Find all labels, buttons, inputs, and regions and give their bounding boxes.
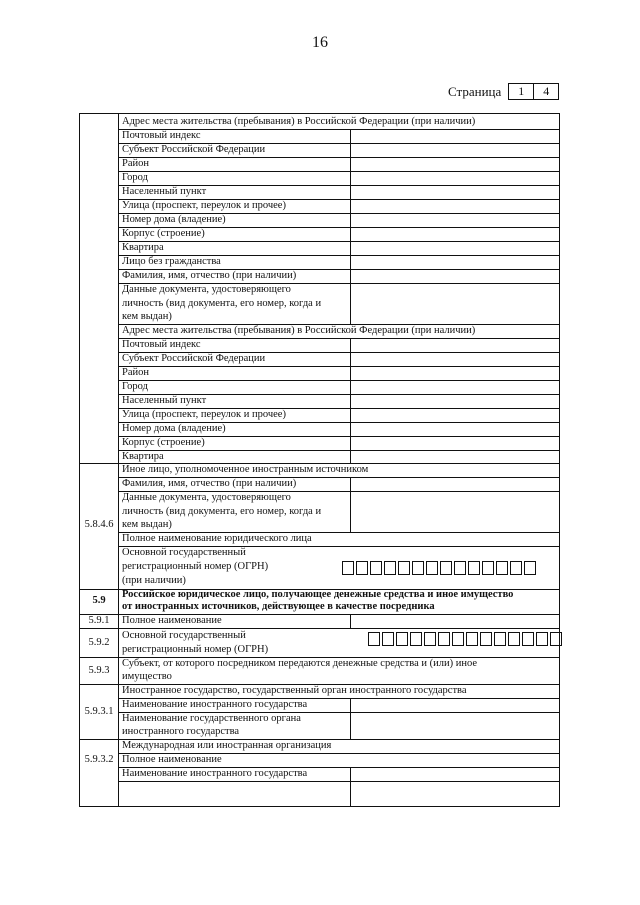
ogrn-digit-cell[interactable] (494, 632, 506, 646)
row-house: Номер дома (владение) (122, 214, 226, 225)
section-number: 5.9.3.1 (84, 706, 114, 717)
row-settlement: Населенный пункт (122, 186, 207, 197)
row-id-doc-1: Данные документа, удостоверяющего (122, 284, 291, 295)
table-hline (118, 380, 559, 381)
row-address-header-2: Адрес места жительства (пребывания) в Российской Федерации (при наличии) (122, 325, 476, 336)
row-house-2: Номер дома (владение) (122, 423, 226, 434)
ogrn-digit-cell[interactable] (452, 632, 464, 646)
row-ogrn-3: (при наличии) (122, 575, 186, 586)
ogrn-digit-cell[interactable] (536, 632, 548, 646)
ogrn-digit-cell[interactable] (522, 632, 534, 646)
ogrn-digit-cell[interactable] (426, 561, 438, 575)
row-state-body-1: Наименование государственного органа (122, 713, 301, 724)
ogrn-digit-cell[interactable] (412, 561, 424, 575)
row-id-doc-3-2: личность (вид документа, его номер, когда и (122, 506, 322, 517)
row-full-name-591: Полное наименование (122, 615, 222, 626)
ogrn-digit-cell[interactable] (398, 561, 410, 575)
row-postal-code: Почтовый индекс (122, 130, 201, 141)
row-ogrn-1: Основной государственный (122, 547, 246, 558)
page-number: 16 (312, 34, 328, 51)
row-subject-2: Субъект Российской Федерации (122, 353, 266, 364)
ogrn-digit-cell[interactable] (508, 632, 520, 646)
row-postal-code-2: Почтовый индекс (122, 339, 201, 350)
ogrn-digit-cell[interactable] (454, 561, 466, 575)
table-vline-value (350, 129, 351, 269)
form-table (79, 113, 560, 807)
ogrn-digit-cell[interactable] (410, 632, 422, 646)
row-legal-name: Полное наименование юридического лица (122, 533, 312, 544)
table-vline-value (350, 477, 351, 533)
row-intermediary-2: от иностранных источников, действующее в качестве посредника (122, 601, 435, 612)
ogrn-digit-cell[interactable] (396, 632, 408, 646)
row-fullname: Фамилия, имя, отчество (при наличии) (122, 270, 297, 281)
section-number: 5.9.3.2 (84, 754, 114, 765)
ogrn-digit-cell[interactable] (510, 561, 522, 575)
table-hline (118, 171, 559, 172)
row-foreign-state-name: Наименование иностранного государства (122, 699, 308, 710)
row-city-2: Город (122, 381, 148, 392)
table-hline (118, 781, 559, 782)
page-reference (448, 83, 559, 100)
row-street-2: Улица (проспект, переулок и прочее) (122, 409, 286, 420)
table-hline (118, 366, 559, 367)
table-hline (118, 157, 559, 158)
section-number: 5.9.2 (88, 637, 110, 648)
table-vline-value (350, 614, 351, 629)
ogrn-input-boxes[interactable] (368, 632, 564, 646)
row-apartment: Квартира (122, 242, 164, 253)
row-intl-full-name: Полное наименование (122, 754, 222, 765)
ogrn-digit-cell[interactable] (482, 561, 494, 575)
row-intl-org: Международная или иностранная организация (122, 740, 332, 751)
ogrn-digit-cell[interactable] (342, 561, 354, 575)
row-other-person: Иное лицо, уполномоченное иностранным источником (122, 464, 369, 475)
section-number: 5.9.3 (88, 665, 110, 676)
row-district: Район (122, 158, 149, 169)
ogrn-digit-cell[interactable] (368, 632, 380, 646)
row-settlement-2: Населенный пункт (122, 395, 207, 406)
row-city: Город (122, 172, 148, 183)
ogrn-digit-cell[interactable] (384, 561, 396, 575)
row-ogrn-592-1: Основной государственный (122, 630, 246, 641)
row-apartment-2: Квартира (122, 451, 164, 462)
row-district-2: Район (122, 367, 149, 378)
table-vline-value (350, 698, 351, 740)
row-subject: Субъект Российской Федерации (122, 144, 266, 155)
ogrn-digit-cell[interactable] (356, 561, 368, 575)
section-number: 5.9 (92, 595, 106, 606)
row-fullname-3: Фамилия, имя, отчество (при наличии) (122, 478, 297, 489)
row-intl-state-name: Наименование иностранного государства (122, 768, 308, 779)
ogrn-digit-cell[interactable] (382, 632, 394, 646)
table-vline-value (350, 338, 351, 464)
ogrn-input-boxes[interactable] (342, 561, 538, 575)
section-number: 5.9.1 (88, 615, 110, 626)
row-state-body-2: иностранного государства (122, 726, 240, 737)
table-vline-value (350, 269, 351, 324)
row-ogrn-2: регистрационный номер (ОГРН) (122, 561, 269, 572)
row-address-header: Адрес места жительства (пребывания) в Российской Федерации (при наличии) (122, 116, 476, 127)
ogrn-digit-cell[interactable] (424, 632, 436, 646)
ogrn-digit-cell[interactable] (524, 561, 536, 575)
page-label: Страница (448, 83, 502, 99)
row-foreign-state: Иностранное государство, государственный орган иностранного государства (122, 685, 467, 696)
ogrn-digit-cell[interactable] (468, 561, 480, 575)
row-subject-593-2: имущество (122, 671, 172, 682)
table-hline (118, 450, 559, 451)
table-vline-num (118, 114, 119, 806)
page-box-1: 1 (508, 83, 534, 100)
row-id-doc-3-3: кем выдан) (122, 519, 172, 530)
table-hline (118, 241, 559, 242)
section-number: 5.8.4.6 (84, 519, 114, 530)
row-building-2: Корпус (строение) (122, 437, 205, 448)
ogrn-digit-cell[interactable] (480, 632, 492, 646)
row-subject-593-1: Субъект, от которого посредником передаются денежные средства и (или) иное (122, 658, 478, 669)
ogrn-digit-cell[interactable] (550, 632, 562, 646)
table-vline-value (350, 767, 351, 807)
ogrn-digit-cell[interactable] (438, 632, 450, 646)
row-ogrn-592-2: регистрационный номер (ОГРН) (122, 644, 269, 655)
row-stateless: Лицо без гражданства (122, 256, 221, 267)
row-id-doc-3: кем выдан) (122, 311, 172, 322)
row-id-doc-2: личность (вид документа, его номер, когда и (122, 298, 322, 309)
ogrn-digit-cell[interactable] (466, 632, 478, 646)
row-intermediary-1: Российское юридическое лицо, получающее денежные средства и иное имущество (122, 589, 514, 600)
ogrn-digit-cell[interactable] (440, 561, 452, 575)
ogrn-digit-cell[interactable] (370, 561, 382, 575)
ogrn-digit-cell[interactable] (496, 561, 508, 575)
page-box-2: 4 (534, 83, 559, 100)
row-id-doc-3-1: Данные документа, удостоверяющего (122, 492, 291, 503)
row-street: Улица (проспект, переулок и прочее) (122, 200, 286, 211)
row-building: Корпус (строение) (122, 228, 205, 239)
